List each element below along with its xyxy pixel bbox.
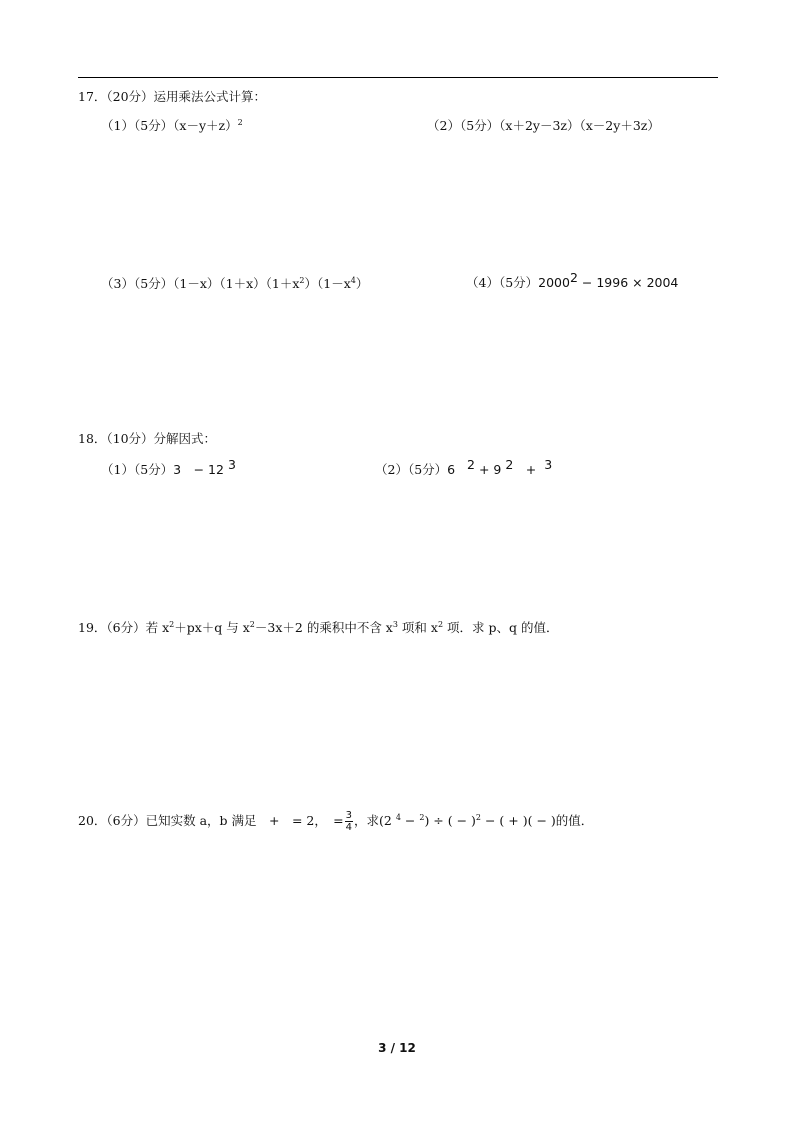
q17-part3	[101, 276, 368, 292]
q18-title: 18．（10分）分解因式：	[78, 431, 217, 446]
q18-part1	[101, 457, 236, 478]
q20-text-b: ，求(2	[353, 813, 392, 828]
q17-part2: （2）（5分）（x＋2y－3z）（x－2y＋3z）	[427, 118, 660, 133]
q20-text-e: − ( + )( − )的值．	[481, 813, 594, 828]
q17-part3-text-a: （3）（5分）（1－x）（1＋x）（1＋x	[101, 276, 300, 291]
q18-part2-expr-b: + 9	[474, 462, 502, 477]
q20-text	[78, 810, 593, 833]
q18-part2-exponent-1: 2	[467, 457, 475, 472]
q20-fraction-denominator: 4	[345, 822, 352, 833]
q20-exponent-3: 2	[475, 813, 482, 822]
q19-text-d: 项和 x	[397, 620, 438, 635]
q20-fraction-numerator: 3	[345, 810, 352, 821]
q17-part4-exponent: 2	[569, 270, 578, 285]
q18-part2-expr-a: 6	[447, 462, 456, 477]
q19-text-e: 项．求 p、q 的值．	[443, 620, 559, 635]
q18-part1-exponent: 3	[227, 457, 236, 472]
q17-part4-label: （4）（5分）	[466, 275, 539, 290]
q17-part1	[101, 118, 243, 134]
q18-part1-expr: 3 − 12	[173, 462, 224, 477]
q19-text-b: ＋px＋q 与 x	[174, 620, 250, 635]
q19-text-c: －3x＋2 的乘积中不含 x	[254, 620, 393, 635]
q17-part4	[466, 270, 679, 291]
q20-exponent-1: 4	[395, 813, 401, 822]
q18-part2-exponent-3: 3	[544, 457, 553, 472]
q17-part3-text-b: ）（1－x	[304, 276, 351, 291]
q18-part2	[375, 457, 553, 478]
q17-part3-exponent-1: 2	[299, 276, 305, 285]
q18-part2-expr-c: +	[513, 462, 537, 477]
q17-part1-exponent: 2	[237, 118, 243, 127]
q17-title: 17．（20分）运用乘法公式计算：	[78, 89, 267, 104]
q17-part3-exponent-2: 4	[350, 276, 356, 285]
q17-part4-rest: − 1996 × 2004	[577, 275, 679, 290]
q20-exponent-2: 2	[419, 813, 425, 822]
page-number: 3 / 12	[378, 1041, 416, 1055]
q20-fraction	[345, 810, 353, 833]
q17-part4-base: 2000	[538, 275, 570, 290]
header-rule	[78, 77, 718, 78]
q18-part2-exponent-2: 2	[505, 457, 514, 472]
q18-part2-label: （2）（5分）	[375, 462, 448, 477]
q17-part1-text: （1）（5分）（x－y＋z）	[101, 118, 238, 133]
q19-exponent-2: 2	[249, 620, 255, 629]
q17-part3-text-c: ）	[355, 276, 369, 291]
q20-text-a: 20．（6分）已知实数 a，b 满足 + = 2， =	[78, 813, 344, 828]
q19-text-a: 19．（6分）若 x	[78, 620, 170, 635]
q19-text	[78, 620, 558, 636]
q19-exponent-4: 2	[437, 620, 444, 629]
q20-text-d: ) ÷ ( − )	[424, 813, 476, 828]
q19-exponent-1: 2	[169, 620, 175, 629]
q20-text-c: −	[400, 813, 416, 828]
q19-exponent-3: 3	[392, 620, 398, 629]
q18-part1-label: （1）（5分）	[101, 462, 174, 477]
